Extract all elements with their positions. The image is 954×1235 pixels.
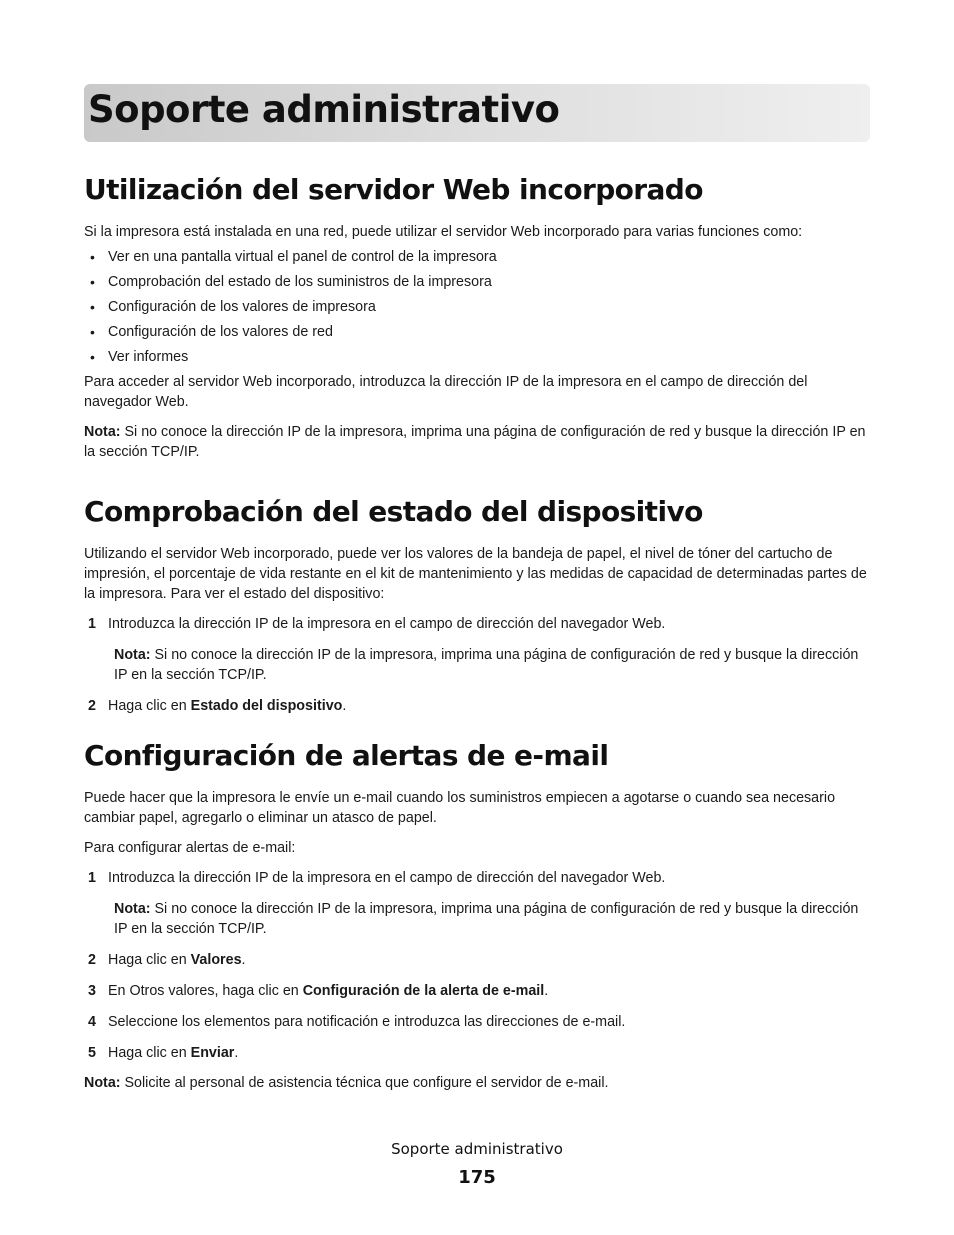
note-label: Nota:: [114, 901, 151, 917]
step-item: 2 Haga clic en Estado del dispositivo.: [88, 698, 347, 714]
section-heading: Configuración de alertas de e-mail: [84, 739, 609, 772]
note-text: Si no conoce la dirección IP de la impresora, imprima una página de configuración de red y busque la dirección IP en la sección TCP/IP.: [84, 424, 866, 460]
note-text: Solicite al personal de asistencia técnica que configure el servidor de e-mail.: [120, 1075, 609, 1091]
section-intro: Puede hacer que la impresora le envíe un e-mail cuando los suministros empiecen a agotarse o cuando sea necesario cambiar papel, agregarlo o eliminar un atasco de papel.: [84, 790, 836, 826]
bullet-icon: •: [90, 249, 95, 265]
step-number: 4: [88, 1014, 96, 1030]
step-list: [84, 868, 870, 1063]
step-item: [84, 614, 870, 685]
step-item: 5 Haga clic en Enviar.: [88, 1045, 239, 1061]
note-text: Si no conoce la dirección IP de la impresora, imprima una página de configuración de red y busque la dirección IP en la sección TCP/IP.: [114, 901, 859, 937]
section-intro: Utilizando el servidor Web incorporado, puede ver los valores de la bandeja de papel, el nivel de tóner del cartucho de impresión, el porcentaje de vida restante en el kit de mantenimiento y las medidas de capacidad de determinadas partes de la impresora. Para ver el estado del dispositivo:: [84, 546, 867, 602]
bullet-icon: •: [90, 324, 95, 340]
ui-label-config-alerta: Configuración de la alerta de e-mail: [302, 983, 545, 999]
step-number: 5: [88, 1045, 96, 1061]
list-item: • Configuración de los valores de impresora: [90, 299, 376, 315]
section-paragraph: Para acceder al servidor Web incorporado, introduzca la dirección IP de la impresora en el campo de dirección del navegador Web.: [84, 374, 808, 410]
note-label: Nota:: [84, 424, 121, 440]
step-item: [84, 1012, 870, 1032]
step-item: 2 Haga clic en Valores.: [88, 952, 246, 968]
list-item: • Ver informes: [90, 349, 189, 365]
section-paragraph: Para configurar alertas de e-mail:: [84, 840, 296, 856]
page-content: [84, 170, 870, 1093]
ui-label-estado-dispositivo: Estado del dispositivo: [190, 698, 343, 714]
page-number: 175: [458, 1167, 496, 1188]
bullet-icon: •: [90, 274, 95, 290]
step-text: Introduzca la dirección IP de la impresora en el campo de dirección del navegador Web.: [108, 616, 666, 632]
step-item: 3 En Otros valores, haga clic en Configuración de la alerta de e-mail.: [88, 983, 549, 999]
step-number: 3: [88, 983, 96, 999]
step-number: 2: [88, 698, 96, 714]
chapter-title: Soporte administrativo: [88, 88, 560, 131]
ui-label-valores: Valores: [190, 952, 242, 968]
bullet-icon: •: [90, 349, 95, 365]
footer-section-label: Soporte administrativo: [391, 1140, 563, 1158]
list-item: • Ver en una pantalla virtual el panel de control de la impresora: [90, 249, 497, 265]
list-item: • Comprobación del estado de los suministros de la impresora: [90, 274, 492, 290]
list-item: • Configuración de los valores de red: [90, 324, 333, 340]
step-text: Seleccione los elementos para notificación e introduzca las direcciones de e-mail.: [108, 1014, 626, 1030]
step-number: 2: [88, 952, 96, 968]
section-estado-dispositivo: [84, 492, 870, 716]
note-text: Si no conoce la dirección IP de la impresora, imprima una página de configuración de red y busque la dirección IP en la sección TCP/IP.: [114, 647, 859, 683]
note-label: Nota:: [114, 647, 151, 663]
step-note: [108, 899, 870, 939]
chapter-banner: [84, 84, 870, 142]
note: [84, 1073, 870, 1093]
bullet-icon: •: [90, 299, 95, 315]
section-heading: Utilización del servidor Web incorporado: [84, 173, 703, 206]
step-text: Introduzca la dirección IP de la impresora en el campo de dirección del navegador Web.: [108, 870, 666, 886]
note: [84, 422, 870, 462]
ui-label-enviar: Enviar: [190, 1045, 235, 1061]
step-note: [108, 645, 870, 685]
note-label: Nota:: [84, 1075, 121, 1091]
step-number: 1: [88, 616, 96, 632]
section-servidor-web: [84, 170, 870, 462]
bullet-list: [84, 247, 870, 367]
step-item: [84, 868, 870, 939]
section-alertas-email: [84, 736, 870, 1093]
step-list: [84, 614, 870, 716]
step-number: 1: [88, 870, 96, 886]
section-intro: Si la impresora está instalada en una red, puede utilizar el servidor Web incorporado para varias funciones como:: [84, 224, 803, 240]
section-heading: Comprobación del estado del dispositivo: [84, 495, 703, 528]
